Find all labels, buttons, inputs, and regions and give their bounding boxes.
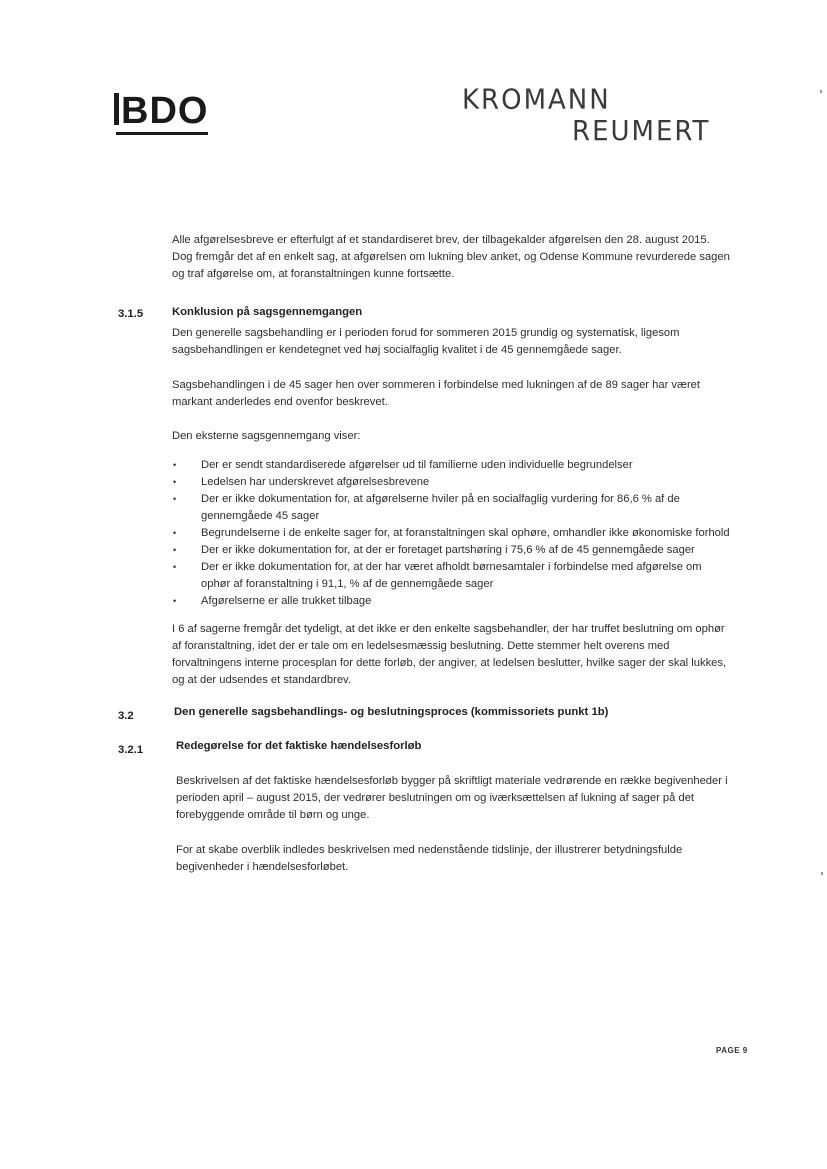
events-paragraph-2: For at skabe overblik indledes beskrivelsen med nedenstående tidslinje, der illustrerer betydningsfulde begivenheder i hændelsesforløbet. bbox=[176, 844, 683, 873]
intro-paragraph: Alle afgørelsesbreve er efterfulgt af et standardiseret brev, der tilbagekalder afgørelsen den 28. august 2015. Dog fremgår det af en enkelt sag, at afgørelsen om lukning blev anket, og Odense Kommune revurderede sagen og traf afgørelse om, at foranstaltningen kunne fortsætte. bbox=[172, 234, 730, 280]
list-item: • Der er sendt standardiserede afgørelser ud til familierne uden individuelle begrundelser bbox=[172, 457, 732, 474]
conclusion-paragraph-4: I 6 af sagerne fremgår det tydeligt, at det ikke er den enkelte sagsbehandler, der har truffet beslutning om ophør af foranstaltning, idet der er tale om en ledelsesmæssig beslutning. Dette stemmer helt overens med forvaltningens interne procesplan for dette forløb, der angiver, at ledelsen beslutter, hvilke sager der skal lukkes, og at der udsendes et standardbrev. bbox=[172, 623, 727, 686]
section-number-3-2: 3.2 bbox=[118, 710, 134, 722]
bdo-logo-text: BDO bbox=[121, 90, 209, 132]
section-number-3-1-5: 3.1.5 bbox=[118, 308, 144, 320]
bullet-icon: • bbox=[173, 528, 177, 538]
list-item: • Der er ikke dokumentation for, at afgørelserne hviler på en socialfaglig vurdering for 86,6 % af de gennemgåede 45 sager bbox=[173, 493, 680, 522]
scan-mark bbox=[820, 90, 822, 93]
bullet-icon: • bbox=[173, 545, 177, 555]
scan-mark bbox=[821, 872, 823, 875]
bullet-icon: • bbox=[173, 494, 177, 504]
conclusion-paragraph-1: Den generelle sagsbehandling er i perioden forud for sommeren 2015 grundig og systematisk, ligesom sagsbehandlingen er kendetegnet ved høj socialfaglig kvalitet i de 45 gennemgåede sager. bbox=[172, 327, 680, 356]
findings-list bbox=[172, 457, 732, 610]
conclusion-paragraph-2: Sagsbehandlingen i de 45 sager hen over sommeren i forbindelse med lukningen af de 89 sager har været markant anderledes end ovenfor beskrevet. bbox=[172, 379, 701, 408]
page-number: PAGE 9 bbox=[716, 1046, 748, 1055]
section-title-3-1-5: Konklusion på sagsgennemgangen bbox=[172, 306, 363, 318]
bullet-icon: • bbox=[173, 596, 177, 606]
kromann-reumert-line1: KROMANN bbox=[462, 84, 611, 116]
list-item: • Der er ikke dokumentation for, at der er foretaget partshøring i 75,6 % af de 45 gennemgåede sager bbox=[172, 542, 732, 559]
list-item: • Begrundelserne i de enkelte sager for, at foranstaltningen skal ophøre, omhandler ikke økonomiske forhold bbox=[172, 525, 732, 542]
list-item: • Ledelsen har underskrevet afgørelsesbrevene bbox=[172, 474, 732, 491]
section-number-3-2-1: 3.2.1 bbox=[118, 744, 144, 756]
list-item: • Afgørelserne er alle trukket tilbage bbox=[172, 593, 732, 610]
kromann-reumert-line2: REUMERT bbox=[572, 116, 711, 148]
conclusion-paragraph-3: Den eksterne sagsgennemgang viser: bbox=[172, 430, 361, 442]
bullet-icon: • bbox=[173, 562, 177, 572]
events-paragraph-1: Beskrivelsen af det faktiske hændelsesforløb bygger på skriftligt materiale vedrørende en række begivenheder i perioden april – august 2015, der vedrører beslutningen om og iværksættelsen af lukning af sager på det forebyggende område til børn og unge. bbox=[176, 775, 728, 821]
section-title-3-2: Den generelle sagsbehandlings- og beslutningsproces (kommissoriets punkt 1b) bbox=[174, 706, 609, 718]
kromann-reumert-logo bbox=[462, 85, 710, 148]
section-title-3-2-1: Redegørelse for det faktiske hændelsesforløb bbox=[176, 740, 422, 752]
bdo-logo-bar bbox=[114, 93, 119, 125]
bullet-icon: • bbox=[173, 477, 177, 487]
bdo-logo-underline bbox=[116, 132, 208, 135]
bdo-logo bbox=[114, 92, 208, 130]
list-item: • Der er ikke dokumentation for, at der har været afholdt børnesamtaler i forbindelse med afgørelse om ophør af foranstaltning i 91,1, % af de gennemgåede sager bbox=[173, 561, 702, 590]
bullet-icon: • bbox=[173, 460, 177, 470]
